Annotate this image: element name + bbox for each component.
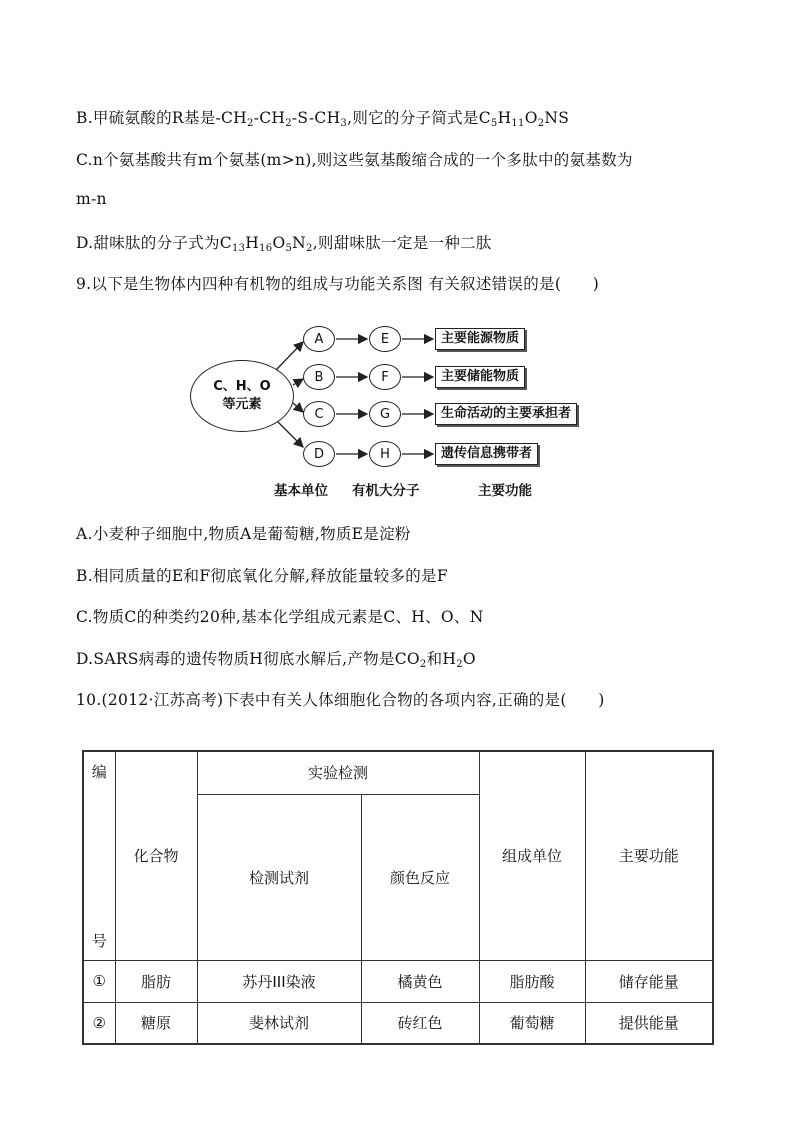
header-number-bottom: 号	[91, 931, 107, 950]
q10-stem: 10.(2012·江苏高考)下表中有关人体细胞化合物的各项内容,正确的是( )	[76, 691, 605, 709]
q8-option-c-line2: m-n	[76, 190, 107, 208]
macro-g-node: G	[369, 401, 401, 427]
table-row	[83, 1002, 713, 1044]
label-macromolecule: 有机大分子	[352, 483, 420, 499]
unit-c-node: C	[303, 401, 335, 427]
row2-unit: 葡萄糖	[479, 1002, 585, 1044]
q9-option-c: C.物质C的种类约20种,基本化学组成元素是C、H、O、N	[76, 608, 484, 626]
row1-number: ①	[83, 960, 115, 1002]
row1-color: 橘黄色	[361, 960, 479, 1002]
header-unit: 组成单位	[479, 751, 585, 960]
function-box-f: 主要储能物质	[435, 366, 525, 388]
function-box-e: 主要能源物质	[435, 328, 525, 350]
elements-line2: 等元素	[222, 397, 262, 412]
q8-option-b: B.甲硫氨酸的R基是$-CH_2-CH_2-S-CH_3$,则它的分子简式是$C_5H_{11}O_2NS$	[76, 109, 570, 129]
header-experiment: 实验检测	[197, 751, 479, 794]
label-main-function: 主要功能	[478, 483, 532, 499]
macro-f-node: F	[369, 364, 401, 390]
macro-e-node: E	[369, 326, 401, 352]
composition-function-diagram	[186, 318, 616, 500]
header-color: 颜色反应	[361, 794, 479, 960]
row2-reagent: 斐林试剂	[197, 1002, 361, 1044]
row2-number: ②	[83, 1002, 115, 1044]
q9-stem: 9.以下是生物体内四种有机物的组成与功能关系图 有关叙述错误的是( )	[76, 275, 600, 293]
row1-function: 储存能量	[585, 960, 713, 1002]
row2-function: 提供能量	[585, 1002, 713, 1044]
header-number	[83, 751, 115, 960]
elements-oval	[190, 360, 294, 432]
row2-color: 砖红色	[361, 1002, 479, 1044]
function-box-h: 遗传信息携带者	[435, 443, 538, 465]
label-basic-unit: 基本单位	[274, 483, 328, 499]
q8-option-c-line1: C.n个氨基酸共有m个氨基(m>n),则这些氨基酸缩合成的一个多肽中的氨基数为	[76, 151, 633, 169]
compound-table	[82, 750, 714, 1045]
unit-a-node: A	[303, 326, 335, 352]
macro-h-node: H	[369, 441, 401, 467]
q9-option-d: D.SARS病毒的遗传物质H彻底水解后,产物是$CO_2$和$H_2O$	[76, 650, 476, 670]
header-number-top: 编	[91, 762, 107, 781]
unit-d-node: D	[303, 441, 335, 467]
table-row	[83, 960, 713, 1002]
elements-line1: C、H、O	[213, 379, 271, 394]
unit-b-node: B	[303, 364, 335, 390]
header-reagent: 检测试剂	[197, 794, 361, 960]
row1-unit: 脂肪酸	[479, 960, 585, 1002]
header-function: 主要功能	[585, 751, 713, 960]
q8-option-d: D.甜味肽的分子式为$C_{13}H_{16}O_5N_2$,则甜味肽一定是一种二肽	[76, 234, 492, 254]
row1-compound: 脂肪	[115, 960, 197, 1002]
q9-option-b: B.相同质量的E和F彻底氧化分解,释放能量较多的是F	[76, 567, 448, 585]
row1-reagent: 苏丹III染液	[197, 960, 361, 1002]
header-compound: 化合物	[115, 751, 197, 960]
q9-option-a: A.小麦种子细胞中,物质A是葡萄糖,物质E是淀粉	[76, 525, 411, 543]
function-box-g: 生命活动的主要承担者	[435, 403, 577, 425]
row2-compound: 糖原	[115, 1002, 197, 1044]
